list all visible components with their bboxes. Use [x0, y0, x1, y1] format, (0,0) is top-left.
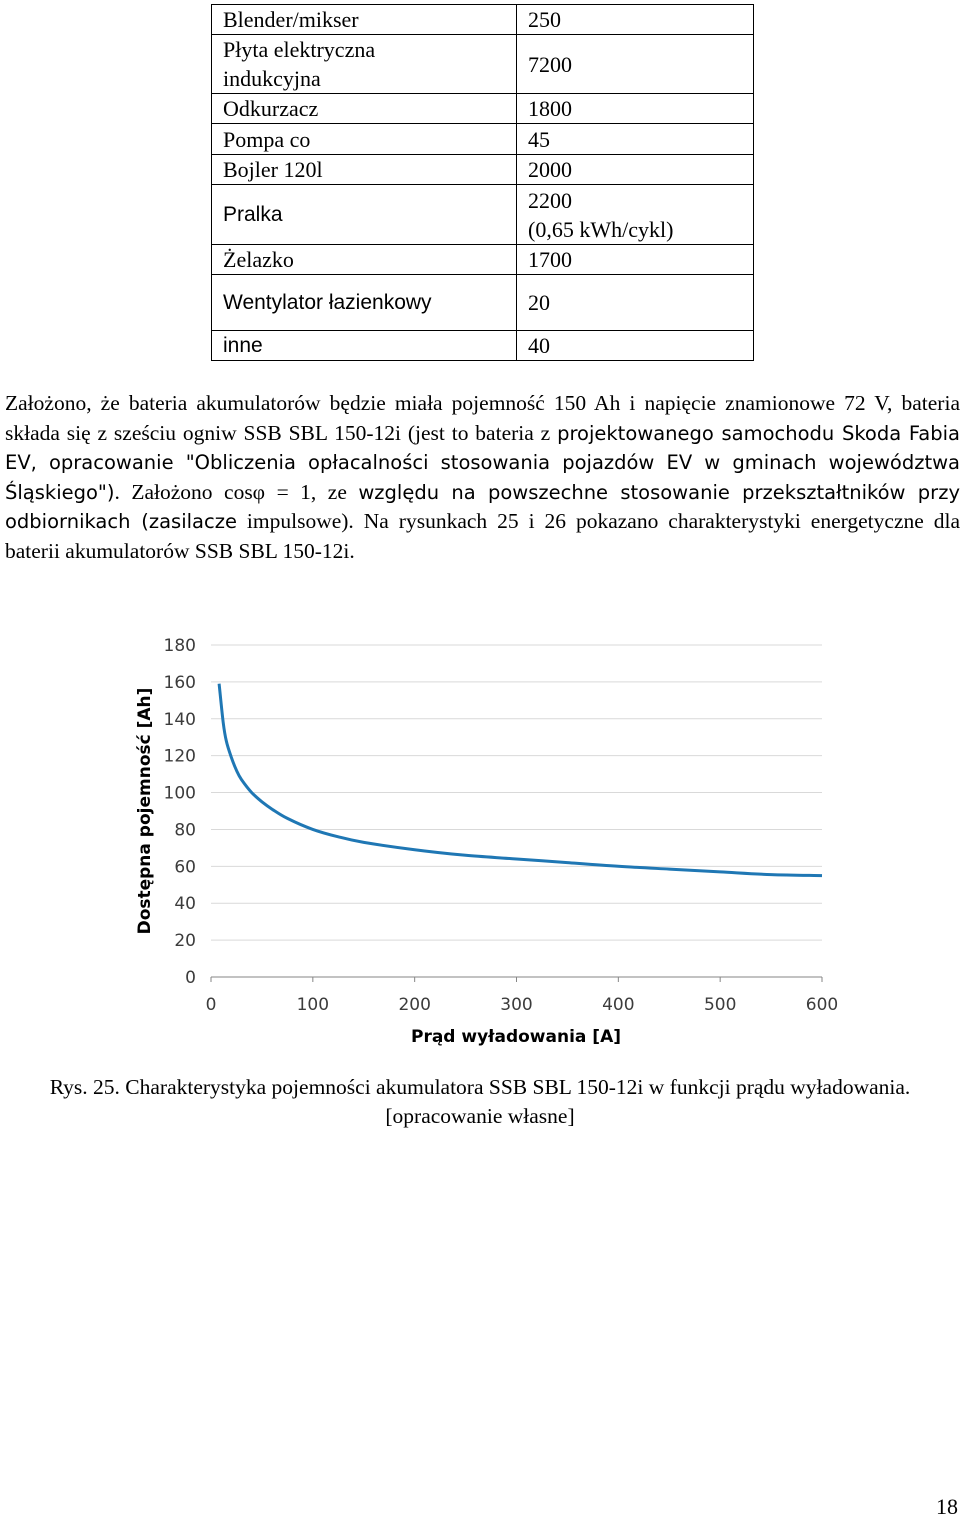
page-number: 18 [936, 1494, 958, 1519]
table-row [212, 35, 754, 94]
paragraph-text: impulsowe). Na rysunkach 25 i 26 pokazano charakterystyki energetyczne dla baterii akumulatorów SSB SBL 150-12i. [5, 509, 960, 563]
y-axis-label: Dostępna pojemność [Ah] [135, 687, 155, 935]
appliance-name: Pralka [212, 185, 517, 245]
appliance-name: Blender/mikser [212, 5, 517, 35]
caption-title: Rys. 25. Charakterystyka pojemności akumulatora SSB SBL 150-12i w funkcji prądu wyładowania. [49, 1075, 911, 1099]
x-axis-ticks [206, 977, 839, 1015]
appliance-power: 1800 [517, 94, 754, 124]
table-row [212, 331, 754, 361]
y-tick-label: 80 [174, 820, 196, 841]
table-row [212, 275, 754, 331]
appliance-power: 45 [517, 124, 754, 155]
x-axis-label: Prąd wyładowania [A] [410, 1027, 622, 1047]
y-tick-label: 0 [185, 968, 196, 988]
capacity-chart [120, 625, 850, 1055]
y-tick-label: 20 [174, 931, 196, 952]
appliance-power-table [211, 4, 754, 361]
appliance-name: inne [212, 331, 517, 361]
x-tick-label: 500 [703, 995, 737, 1015]
appliance-name: Wentylator łazienkowy [212, 275, 517, 331]
appliance-power: 2200 (0,65 kWh/cykl) [517, 185, 754, 245]
chart-series [219, 684, 822, 876]
x-tick-label: 400 [602, 995, 635, 1015]
y-tick-label: 180 [163, 636, 196, 656]
y-tick-label: 160 [163, 672, 196, 693]
x-tick-label: 300 [500, 995, 533, 1015]
x-tick-label: 100 [296, 995, 330, 1015]
x-tick-label: 200 [398, 995, 431, 1015]
y-tick-label: 60 [174, 857, 196, 878]
appliance-name: Odkurzacz [212, 94, 517, 124]
y-tick-label: 140 [163, 709, 196, 730]
appliance-power: 7200 [517, 35, 754, 94]
table-row [212, 94, 754, 124]
chart-gridlines [211, 645, 822, 977]
appliance-name: Bojler 120l [212, 155, 517, 185]
caption-source: [opracowanie własne] [385, 1104, 575, 1128]
y-tick-label: 120 [163, 746, 196, 767]
table-row [212, 155, 754, 185]
appliance-power: 2000 [517, 155, 754, 185]
x-tick-label: 0 [205, 995, 217, 1015]
paragraph-text: Założono, że bateria akumulatorów będzie miała pojemność 150 Ah i napięcie znamionowe 72 V, bateria składa się z sześciu ogniw SSB SBL 150-12i (jest to bateria z [5, 391, 960, 445]
paragraph-text: . Założono cosφ = 1, ze [114, 479, 359, 504]
appliance-name: Pompa co [212, 124, 517, 155]
y-tick-label: 100 [163, 783, 196, 804]
table-row [212, 245, 754, 275]
figure-caption [0, 1073, 960, 1131]
appliance-power: 20 [517, 275, 754, 331]
appliance-name: Płyta elektryczna indukcyjna [212, 35, 517, 94]
appliance-power: 40 [517, 331, 754, 361]
y-axis-ticks [164, 636, 196, 988]
appliance-power: 1700 [517, 245, 754, 275]
paragraph-text: projektowanego samochodu Skoda Fabia EV, opracowanie "Obliczenia opłacalności stosowania pojazdów EV w gminach województwa Śląskiego") [5, 421, 960, 504]
appliance-name: Żelazko [212, 245, 517, 275]
table-row [212, 5, 754, 35]
paragraph-text: względu na powszechne stosowanie przekształtników przy odbiornikach (zasilacze [5, 480, 960, 533]
appliance-power: 250 [517, 5, 754, 35]
y-tick-label: 40 [174, 894, 196, 915]
table-row [212, 185, 754, 245]
table-row [212, 124, 754, 155]
capacity-curve [219, 684, 822, 876]
x-tick-label: 600 [805, 995, 839, 1015]
body-paragraph [5, 389, 960, 566]
